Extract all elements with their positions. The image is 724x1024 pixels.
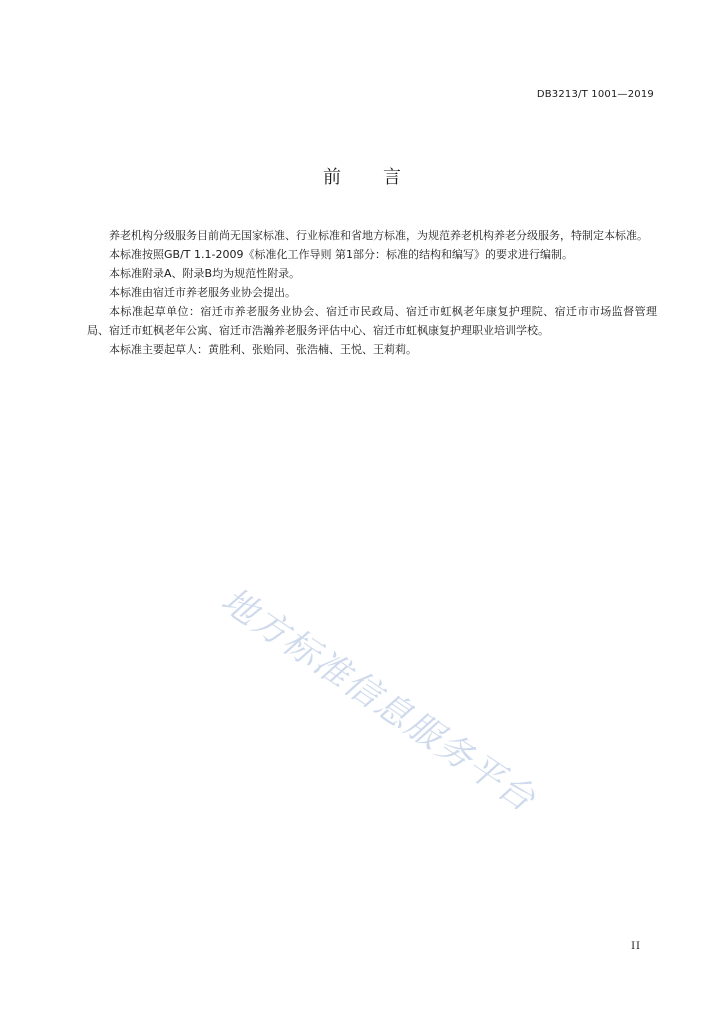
document-code: DB3213/T 1001—2019 xyxy=(536,89,654,100)
page-title-char-1: 前 xyxy=(323,167,341,188)
page-title xyxy=(0,163,724,189)
foreword-body xyxy=(87,226,657,359)
paragraph-purpose: 养老机构分级服务目前尚无国家标准、行业标准和省地方标准，为规范养老机构养老分级服务，特制定本标准。 xyxy=(109,229,648,242)
paragraph-drafting-units: 本标准起草单位：宿迁市养老服务业协会、宿迁市民政局、宿迁市虹枫老年康复护理院、宿迁市市场监督管理局、宿迁市虹枫老年公寓、宿迁市浩瀚养老服务评估中心、宿迁市虹枫康复护理职业培训学校。 xyxy=(87,305,657,337)
page-number: II xyxy=(631,941,641,952)
paragraph-drafting-rules: 本标准按照GB/T 1.1-2009《标准化工作导则 第1部分：标准的结构和编写》的要求进行编制。 xyxy=(109,248,573,261)
paragraph-proposer: 本标准由宿迁市养老服务业协会提出。 xyxy=(109,286,296,299)
watermark: 地方标准信息服务平台 xyxy=(213,580,543,821)
paragraph-appendices: 本标准附录A、附录B均为规范性附录。 xyxy=(109,267,301,280)
paragraph-drafters: 本标准主要起草人：黄胜利、张贻同、张浩楠、王悦、王莉莉。 xyxy=(109,343,417,356)
page-title-char-2: 言 xyxy=(383,167,401,188)
